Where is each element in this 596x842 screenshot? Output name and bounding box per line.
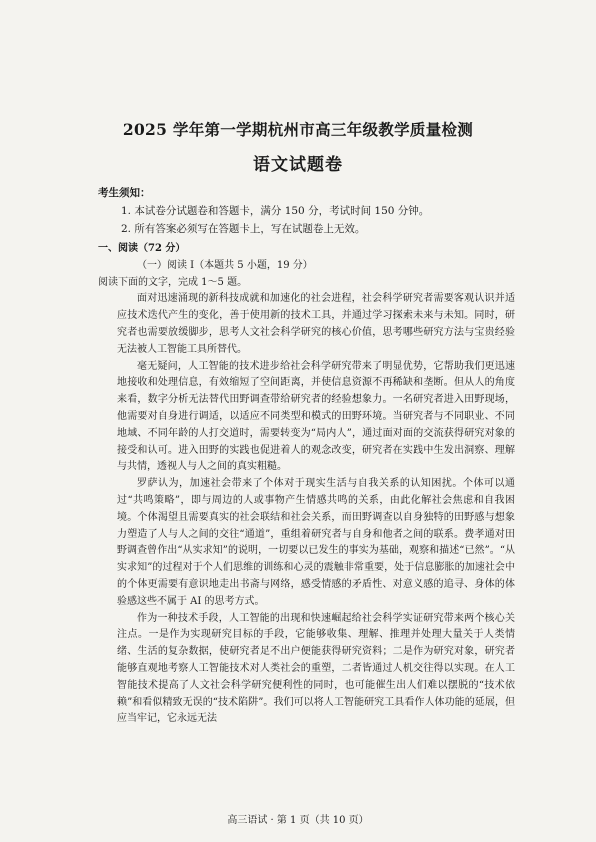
passage-paragraph: 面对迅速涌现的新科技成就和加速化的社会进程，社会科学研究者需要客观认识并适应技术迭代产生的变化，善于使用新的技术工具，并通过学习探索未来与未知。同时，研究者也需要放缓脚步，思考人文社会科学研究的核心价值，思考哪些研究方法与宝贵经验无法被人工智能工具所替代。 [117, 293, 515, 355]
instruction-line: 阅读下面的文字，完成 1～5 题。 [98, 276, 248, 288]
notice-heading: 考生须知： [98, 187, 151, 199]
passage-paragraph: 毫无疑问，人工智能的技术进步给社会科学研究带来了明显优势，它帮助我们更迅速地接收和处理信息，有效缩短了空间距离，并使信息资源不再稀缺和垄断。但从人的角度来看，数字分析无法替代田野调查带给研究者的经验想象力。一名研究者进入田野现场，他需要对自身进行调适，以适应不同类型和模式的田野环境。当研究者与不同职业、不同地域、不同年龄的人打交道时，需要转变为“局内人”，通过面对面的交流获得研究对象的接受和认可。进入田野的实践也促进着人的观念改变，研究者在实践中生发出洞察、理解与共情，透视人与人之间的真实粗糙。 [117, 360, 515, 473]
paper-subtitle: 语文试题卷 [253, 155, 343, 175]
passage-paragraph: 作为一种技术手段，人工智能的出现和快速崛起给社会科学实证研究带来两个核心关注点。一是作为实现研究目标的手段，它能够收集、理解、推理并处理大量关于人类情绪、生活的复杂数据，使研究者足不出户便能获得研究资料；二是作为研究对象，研究者能够直观地考察人工智能技术对人类社会的重塑，二者皆通过人机交往得以实现。在人工智能技术提高了人文社会科学研究便利性的同时，也可能催生出人们难以摆脱的“技术依赖”和看似精致无误的“技术陷阱”。我们可以将人工智能研究工具看作人体功能的延展，但应当牢记，它永远无法 [117, 612, 515, 725]
section-subheading: （一）阅读 I（本题共 5 小题，19 分） [137, 259, 313, 271]
exam-title: 2025 学年第一学期杭州市高三年级教学质量检测 [122, 120, 474, 139]
reading-section [98, 241, 515, 728]
notice-item: 2. 所有答案必须写在答题卡上，写在试题卷上无效。 [121, 223, 366, 235]
page-footer: 高三语试 · 第 1 页（共 10 页） [227, 815, 369, 826]
candidate-notice [98, 184, 430, 238]
section-heading: 一、阅读（72 分） [98, 243, 186, 254]
passage-paragraph: 罗萨认为，加速社会带来了个体对于现实生活与自我关系的认知困扰。个体可以通过“共鸣策略”，即与周边的人或事物产生情感共鸣的关系，由此化解社会焦虑和自我困境。个体渴望且需要真实的社会联结和社会关系，而田野调查以自身独特的田野感与想象力塑造了人与人之间的交往“通道”，重组着研究者与自身和他者之间的联系。费孝通对田野调查曾作出“从实求知”的说明，一切要以已发生的事实为基础，观察和描述“已然”。“从实求知”的过程对于个人们思维的训练和心灵的震触非常重要，处于信息膨胀的加速社会中的个体更需要有意识地走出书斋与网络，感受情感的矛盾性、对意义感的追寻、身体的体验感这些不属于 AI 的思考方式。 [117, 478, 515, 607]
notice-item: 1. 本试卷分试题卷和答题卡，满分 150 分，考试时间 150 分钟。 [121, 205, 430, 217]
